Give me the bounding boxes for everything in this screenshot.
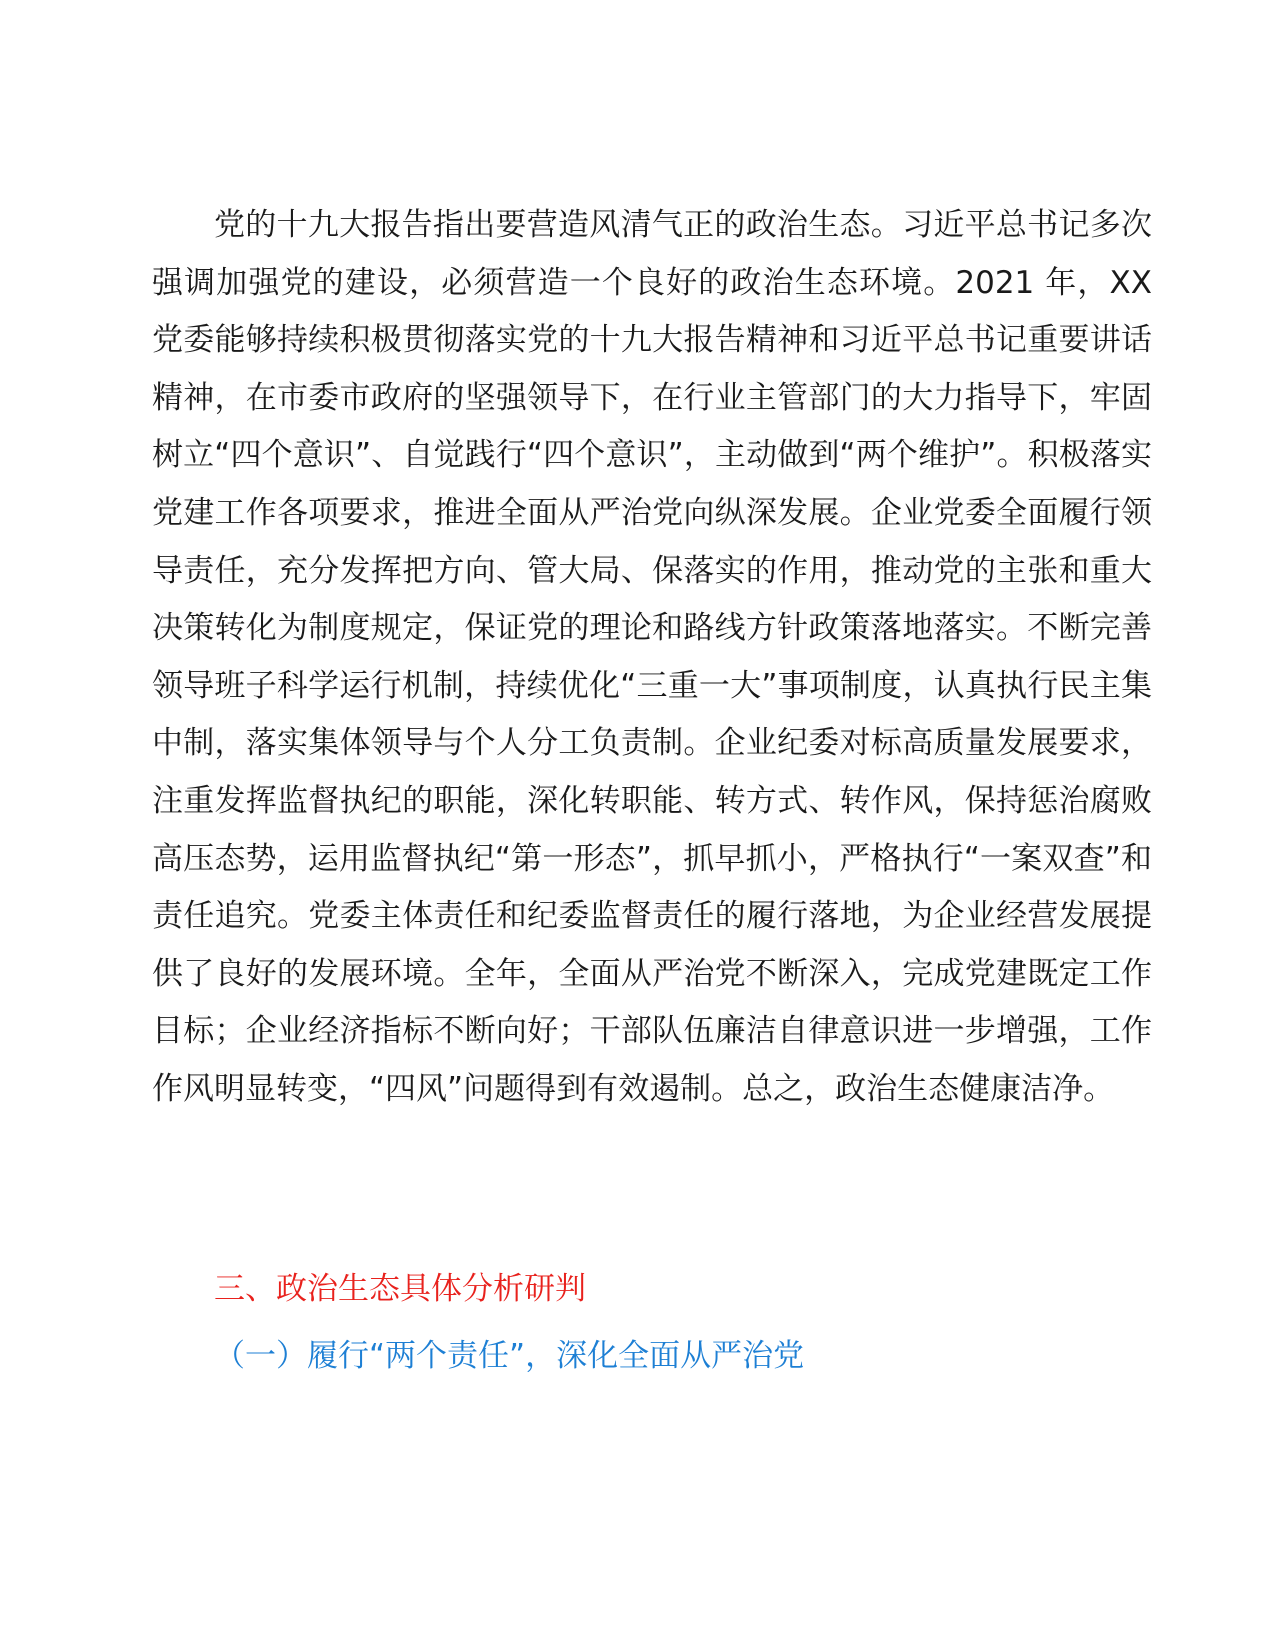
section-heading: 三、政治生态具体分析研判	[214, 1271, 586, 1307]
subsection-heading: （一）履行“两个责任”，深化全面从严治党	[214, 1338, 805, 1374]
body-paragraph: 党的十九大报告指出要营造风清气正的政治生态。习近平总书记多次强调加强党的建设，必须营造一个良好的政治生态环境。2021 年，XX 党委能够持续积极贯彻落实党的十九大报告精神和习近平总书记重要讲话精神，在市委市政府的坚强领导下，在行业主管部门的大力指导下，牢固树立“四个意识”、自觉践行“四个意识”，主动做到“两个维护”。积极落实党建工作各项要求，推进全面从严治党向纵深发展。企业党委全面履行领导责任，充分发挥把方向、管大局、保落实的作用，推动党的主张和重大决策转化为制度规定，保证党的理论和路线方针政策落地落实。不断完善领导班子科学运行机制，持续优化“三重一大”事项制度，认真执行民主集中制，落实集体领导与个人分工负责制。企业纪委对标高质量发展要求，注重发挥监督执纪的职能，深化转职能、转方式、转作风，保持惩治腐败高压态势，运用监督执纪“第一形态”，抓早抓小，严格执行“一案双查”和责任追究。党委主体责任和纪委监督责任的履行落地，为企业经营发展提供了良好的发展环境。全年，全面从严治党不断深入，完成党建既定工作目标；企业经济指标不断向好；干部队伍廉洁自律意识进一步增强，工作作风明显转变，“四风”问题得到有效遏制。总之，政治生态健康洁净。	[152, 207, 1152, 1107]
